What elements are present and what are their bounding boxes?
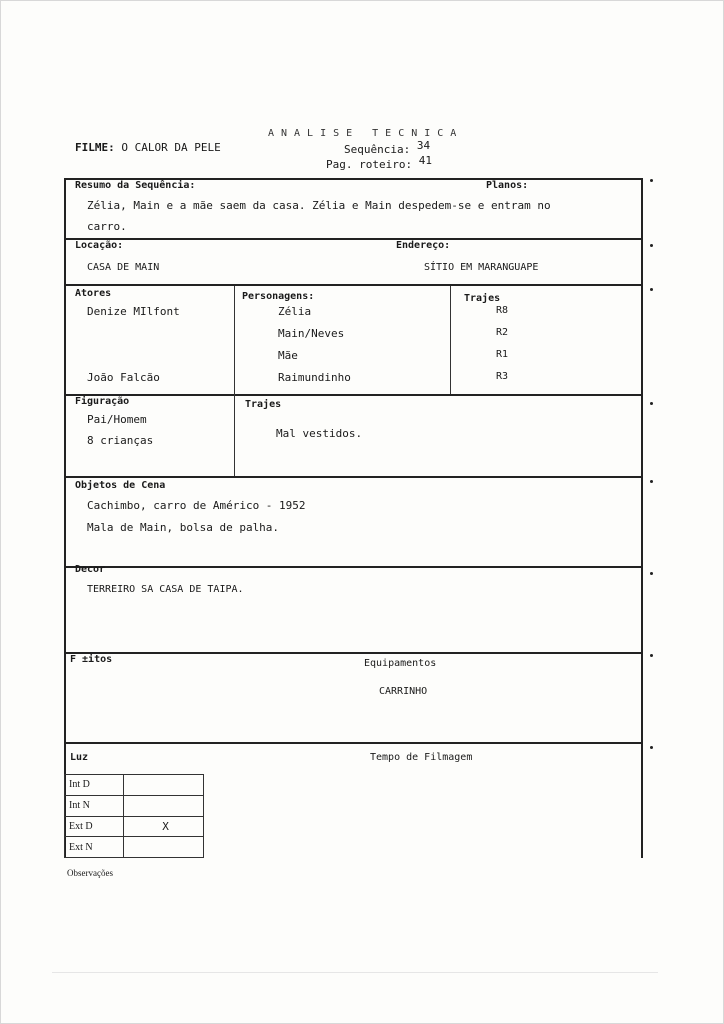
bottom-rule xyxy=(52,972,658,973)
scan-speck xyxy=(650,402,653,405)
scan-speck xyxy=(650,288,653,291)
luz-row xyxy=(65,837,204,858)
personagem-item: Zélia xyxy=(278,305,312,318)
page-label: Pag. roteiro: xyxy=(326,158,413,171)
luz-row-value xyxy=(124,775,204,796)
scan-speck xyxy=(650,746,653,749)
ator-item: João Falcão xyxy=(87,371,160,384)
scan-speck xyxy=(650,572,653,575)
personagem-item: Raimundinho xyxy=(278,371,351,384)
resumo-line-1: Zélia, Main e a mãe saem da casa. Zélia e Main despedem-se e entram no xyxy=(87,199,551,212)
page-value: 41 xyxy=(418,154,432,167)
luz-row xyxy=(65,795,204,816)
equipamentos-label: Equipamentos xyxy=(364,658,437,669)
sequence-value: 34 xyxy=(416,139,431,152)
objetos-label: Objetos de Cena xyxy=(75,480,166,491)
tempo-filmagem-label: Tempo de Filmagem xyxy=(370,752,473,763)
luz-label: Luz xyxy=(70,752,89,763)
traje-item: R2 xyxy=(496,327,509,338)
resumo-label: Resumo da Sequência: xyxy=(75,180,196,191)
luz-grid xyxy=(64,774,204,858)
luz-row-value xyxy=(124,795,204,816)
figuracao-trajes-label: Trajes xyxy=(245,399,282,410)
luz-row-label: Int D xyxy=(65,775,124,796)
personagens-label: Personagens: xyxy=(242,291,315,302)
figuracao-item: 8 crianças xyxy=(87,434,154,447)
film-label: FILME: xyxy=(75,141,115,154)
column-divider xyxy=(450,286,451,394)
luz-row-label: Int N xyxy=(65,795,124,816)
scan-speck xyxy=(650,654,653,657)
row-separator xyxy=(64,394,643,396)
sequence-label: Sequência: xyxy=(344,143,411,156)
objetos-line-1: Cachimbo, carro de Américo - 1952 xyxy=(87,499,306,512)
equipamentos-value: CARRINHO xyxy=(379,686,428,697)
traje-item: R1 xyxy=(496,349,509,360)
form-left-border xyxy=(64,178,66,858)
objetos-line-2: Mala de Main, bolsa de palha. xyxy=(87,521,280,534)
figuracao-trajes-value: Mal vestidos. xyxy=(276,427,363,440)
scan-speck xyxy=(650,244,653,247)
ator-item: Denize MIlfont xyxy=(87,305,180,318)
trajes-label: Trajes xyxy=(464,293,501,304)
luz-row-value: X xyxy=(124,816,204,837)
film-value: O CALOR DA PELE xyxy=(121,141,221,154)
decor-value: TERREIRO SA CASA DE TAIPA. xyxy=(87,584,244,595)
column-divider xyxy=(234,286,235,476)
locacao-value: CASA DE MAIN xyxy=(87,262,160,273)
figuracao-label: Figuração xyxy=(75,396,130,407)
luz-row xyxy=(65,816,204,837)
resumo-line-2: carro. xyxy=(87,220,127,233)
row-separator xyxy=(64,476,643,478)
luz-row-label: Ext D xyxy=(65,816,124,837)
luz-row xyxy=(65,775,204,796)
planos-label: Planos: xyxy=(486,180,529,191)
sequence-line xyxy=(344,139,431,156)
endereco-value: SÍTIO EM MARANGUAPE xyxy=(424,262,539,273)
form-right-border xyxy=(641,178,643,858)
form-title: ANALISE TECNICA xyxy=(268,128,464,139)
locacao-label: Locação: xyxy=(75,240,124,251)
personagem-item: Mãe xyxy=(278,349,298,362)
decor-label: Decor xyxy=(75,564,106,575)
figuracao-item: Pai/Homem xyxy=(87,413,147,426)
row-separator xyxy=(64,742,643,744)
luz-row-label: Ext N xyxy=(65,837,124,858)
observacoes-label: Observações xyxy=(67,868,113,878)
page-line xyxy=(326,154,432,171)
row-separator xyxy=(64,284,643,286)
traje-item: R3 xyxy=(496,371,509,382)
scan-speck xyxy=(650,179,653,182)
personagem-item: Main/Neves xyxy=(278,327,345,340)
row-separator xyxy=(64,238,643,240)
traje-item: R8 xyxy=(496,305,509,316)
efeitos-label: F ±itos xyxy=(70,654,113,665)
row-separator xyxy=(64,652,643,654)
endereco-label: Endereço: xyxy=(396,240,451,251)
atores-label: Atores xyxy=(75,288,112,299)
luz-row-value xyxy=(124,837,204,858)
scan-speck xyxy=(650,480,653,483)
row-separator xyxy=(64,566,643,568)
film-line xyxy=(75,141,221,154)
